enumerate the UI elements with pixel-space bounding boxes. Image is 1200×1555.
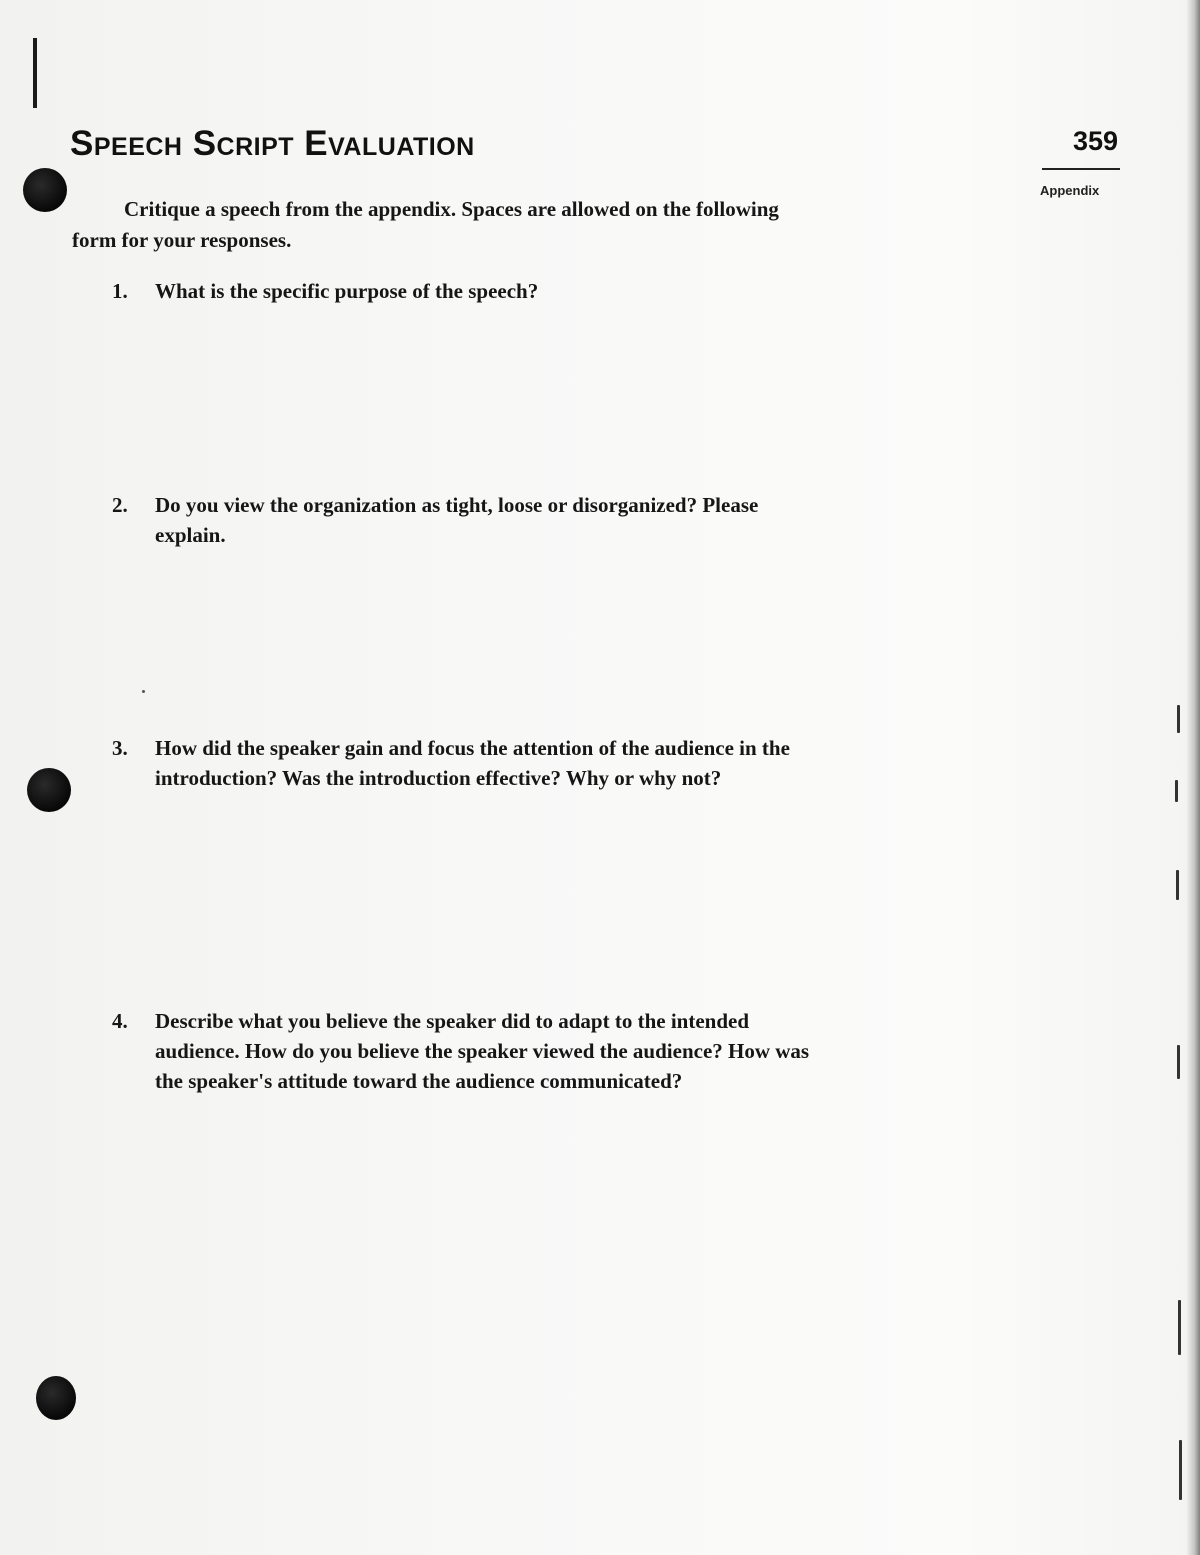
edge-mark bbox=[1176, 870, 1179, 900]
binder-hole-icon bbox=[36, 1376, 76, 1420]
question-number: 3. bbox=[112, 736, 128, 760]
section-label: Appendix bbox=[1040, 183, 1100, 198]
question-number: 2. bbox=[112, 493, 128, 517]
intro-paragraph: Critique a speech from the appendix. Spaces are allowed on the following form for your responses. bbox=[72, 197, 779, 252]
header-rule bbox=[1042, 168, 1120, 170]
question-number: 4. bbox=[112, 1009, 128, 1033]
margin-bar bbox=[33, 38, 37, 108]
question-item bbox=[112, 1006, 817, 1096]
page-number: 359 bbox=[1072, 126, 1118, 156]
edge-mark bbox=[1178, 1300, 1181, 1355]
question-item bbox=[112, 733, 817, 793]
edge-mark bbox=[1175, 780, 1178, 802]
speck bbox=[142, 690, 145, 693]
binder-hole-icon bbox=[23, 168, 67, 212]
page-title: Speech Script Evaluation bbox=[70, 124, 475, 163]
question-text: How did the speaker gain and focus the attention of the audience in the introduction? Was the introduction effective? Why or why not? bbox=[155, 736, 790, 790]
question-item bbox=[112, 276, 817, 306]
edge-mark bbox=[1179, 1440, 1182, 1500]
question-text: Describe what you believe the speaker did to adapt to the intended audience. How do you believe the speaker viewed the audience? How was the speaker's attitude toward the audience communicated? bbox=[155, 1009, 810, 1093]
question-text: Do you view the organization as tight, loose or disorganized? Please explain. bbox=[155, 493, 759, 547]
edge-mark bbox=[1177, 1045, 1180, 1079]
question-text: What is the specific purpose of the speech? bbox=[155, 279, 539, 303]
binder-hole-icon bbox=[27, 768, 71, 812]
edge-mark bbox=[1177, 705, 1180, 733]
question-item bbox=[112, 490, 817, 550]
question-number: 1. bbox=[112, 279, 128, 303]
page-edge-shadow bbox=[1186, 0, 1200, 1555]
